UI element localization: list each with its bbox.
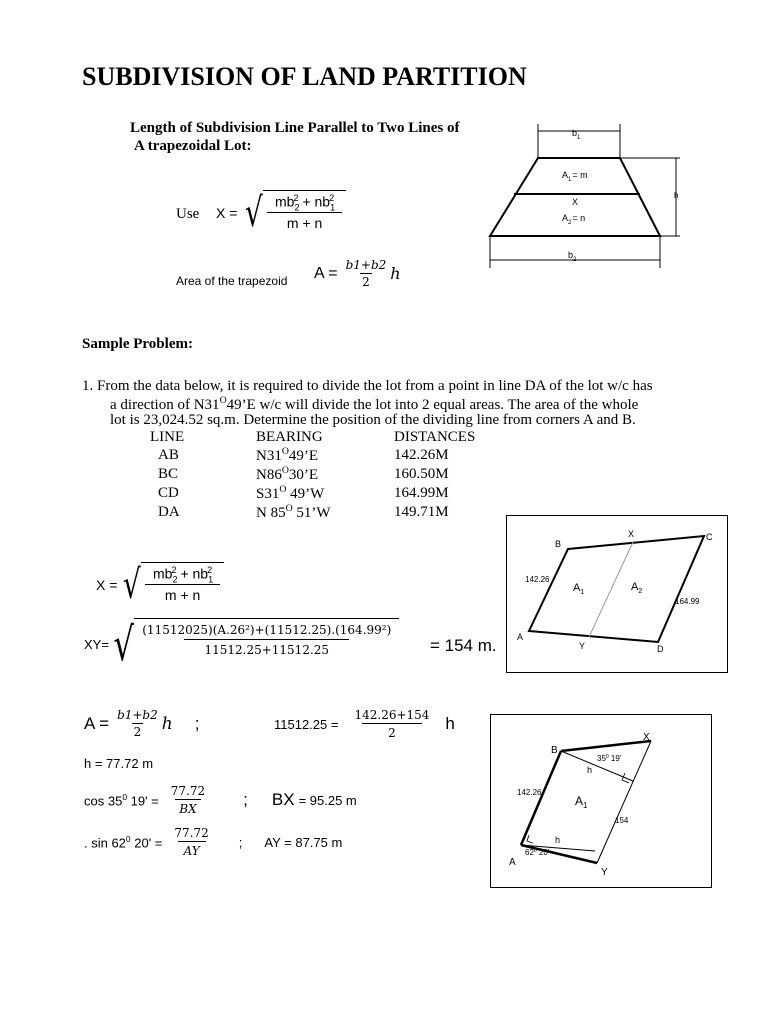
trap-a2-label: $A_2= n$ <box>562 213 586 226</box>
col-line-header: LINE <box>150 429 185 445</box>
fig2-label-d: D <box>657 644 664 654</box>
formula-denominator: m + n <box>267 212 342 231</box>
use-label: Use <box>176 206 200 222</box>
trapezoid-figure <box>484 118 684 270</box>
fig3-angle-2: $62^0$ 20' <box>525 848 550 857</box>
calc-cos-equation: $\cos 35^0$ 19' = $\frac{77.72}{BX}$ ; BX = 95.25 m <box>84 784 357 816</box>
trap-a1-label: $A_1= m$ <box>562 170 588 183</box>
table-header <box>150 429 475 446</box>
area-formula: A = $\frac{b1+b2}{2}$ h <box>314 258 401 289</box>
col-distance-header: DISTANCES <box>394 429 476 445</box>
fig2-label-a: A <box>517 632 524 642</box>
fig2-a2: $A_2$ <box>631 581 643 595</box>
problem-line-3: lot is 23,024.52 sq.m. Determine the position of the dividing line from corners A and B. <box>110 412 636 428</box>
fig2-cd-length: 164.99 <box>675 597 700 606</box>
subdivision-formula <box>216 190 346 236</box>
fig3-angle-1: $35^0$ 19' <box>597 754 622 763</box>
fig3-h1: h <box>587 765 593 775</box>
calc-x-formula: X = √ $mb_2^2 + nb_1^2$ m + n <box>96 562 224 608</box>
area-label: Area of the trapezoid <box>176 274 288 288</box>
table-row: DA N $85^O$ 51’W 149.71M <box>158 503 449 521</box>
trap-h-label: h <box>674 191 679 200</box>
fig3-label-x: X <box>643 732 650 743</box>
trap-b1-label: $b_1$ <box>572 128 581 141</box>
trap-x-label: X <box>572 197 579 207</box>
table-row: AB $N31^O49’E$ 142.26M <box>158 446 449 464</box>
table-row: BC $N86^O30’E$ 160.50M <box>158 465 449 483</box>
calc-area-substituted: 11512.25 = $\frac{142.26+154}{2}$ h <box>274 708 455 740</box>
calc-sin-equation: . $\sin 62^0$ 20' = $\frac{77.72}{AY}$ ; AY = 87.75 m <box>84 826 343 858</box>
formula-lhs: X = <box>216 205 238 221</box>
table-row: CD $S31^O$ 49’W 164.99M <box>158 484 449 502</box>
col-bearing-header: BEARING <box>256 429 323 445</box>
fig2-a1: $A_1$ <box>573 582 585 596</box>
fig3-a1: $A_1$ <box>575 794 588 810</box>
calc-xy-formula: XY= √ (11512025)(A.26²)+(11512.25).(164.99²) 11512.25+11512.25 <box>84 618 399 670</box>
fig3-label-b: B <box>551 745 558 756</box>
formula-radical: √ $\frac{mb_2^2 + nb_1^2}{m + n}$ <box>241 190 346 236</box>
partition-figure-frame <box>490 714 712 888</box>
calc-xy-result: = 154 m. <box>430 636 497 655</box>
fig3-xy-length: 154 <box>615 816 629 825</box>
fig2-label-y: Y <box>579 641 586 651</box>
fig3-ab-length: 142.26 <box>517 788 542 797</box>
lot-figure-frame <box>506 515 728 673</box>
lot-figure <box>507 516 727 672</box>
calc-h-result: h = 77.72 m <box>84 756 154 771</box>
fig2-label-x: X <box>628 529 635 539</box>
intro-line-1: Length of Subdivision Line Parallel to Two Lines of <box>130 120 460 136</box>
fig2-label-c: C <box>706 532 713 542</box>
fig2-label-b: B <box>555 539 562 549</box>
sample-heading: Sample Problem: <box>82 336 193 352</box>
page-title: SUBDIVISION OF LAND PARTITION <box>82 62 527 91</box>
partition-figure <box>491 715 711 887</box>
bearing-table <box>150 429 475 522</box>
trap-b2-label: $b_2$ <box>568 250 577 263</box>
calc-area-formula: A = $\frac{b1+b2}{2}$ h ; <box>84 708 200 739</box>
intro-line-2: A trapezoidal Lot: <box>134 138 252 154</box>
fig3-h2: h <box>555 835 561 845</box>
fig3-label-a: A <box>509 857 516 868</box>
fig2-ab-length: 142.26 <box>525 575 550 584</box>
problem-line-2: a direction of $N31^O49’E$ w/c will divide the lot into 2 equal areas. The area of the whole <box>110 395 639 413</box>
problem-line-1: 1. From the data below, it is required to divide the lot from a point in line DA of the lot w/c has <box>82 378 653 394</box>
formula-numerator: $mb_2^2 + nb_1^2$ <box>274 193 336 213</box>
fig3-label-y: Y <box>601 867 608 878</box>
